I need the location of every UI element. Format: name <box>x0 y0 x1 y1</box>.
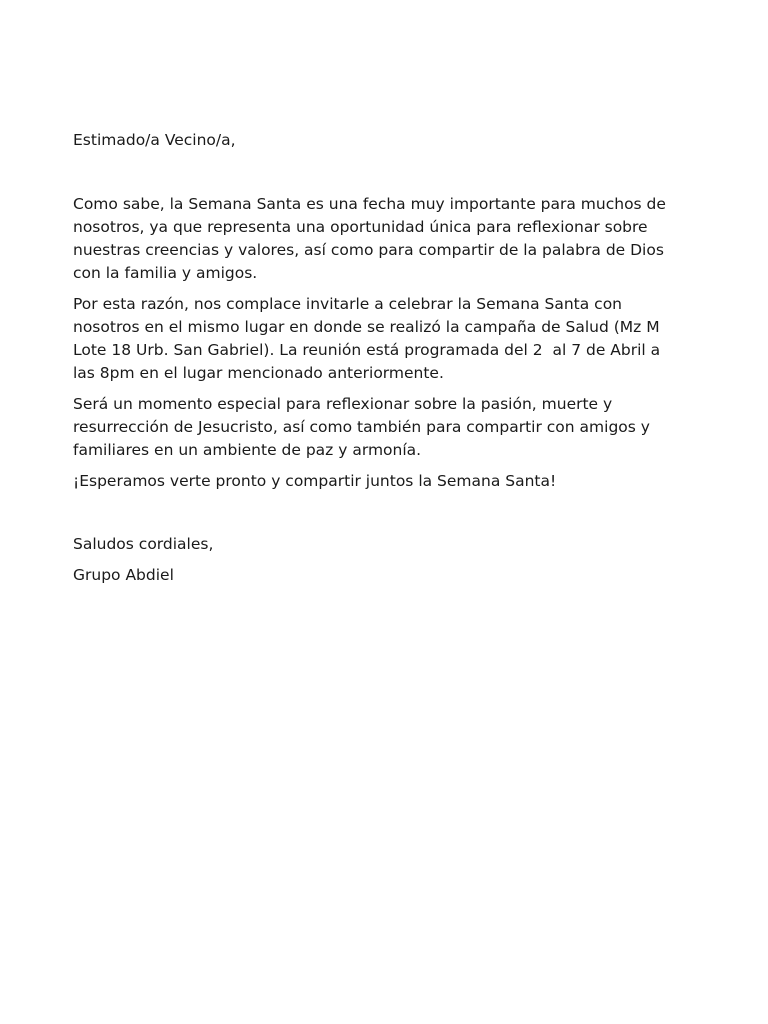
paragraph-line: Será un momento especial para reflexionar sobre la pasión, muerte y <box>73 395 613 413</box>
letter-greeting: Estimado/a Vecino/a, <box>73 131 236 149</box>
paragraph-line: las 8pm en el lugar mencionado anteriormente. <box>73 364 444 382</box>
paragraph-line: Como sabe, la Semana Santa es una fecha muy importante para muchos de <box>73 195 666 213</box>
paragraph-line: resurrección de Jesucristo, así como también para compartir con amigos y <box>73 418 650 436</box>
paragraph-line: nosotros, ya que representa una oportunidad única para reflexionar sobre <box>73 218 648 236</box>
paragraph-line: familiares en un ambiente de paz y armonía. <box>73 441 422 459</box>
paragraph-line: nuestras creencias y valores, así como para compartir de la palabra de Dios <box>73 241 664 259</box>
paragraph-line: nosotros en el mismo lugar en donde se realizó la campaña de Salud (Mz M <box>73 318 660 336</box>
letter-paragraph-3 <box>73 393 713 462</box>
paragraph-line: Por esta razón, nos complace invitarle a celebrar la Semana Santa con <box>73 295 623 313</box>
paragraph-line: con la familia y amigos. <box>73 264 258 282</box>
paragraph-line: Lote 18 Urb. San Gabriel). La reunión está programada del 2 al 7 de Abril a <box>73 341 661 359</box>
letter-closing: Saludos cordiales, <box>73 535 214 553</box>
paragraph-line: ¡Esperamos verte pronto y compartir juntos la Semana Santa! <box>73 472 557 490</box>
letter-body <box>73 129 713 587</box>
letter-paragraph-4 <box>73 470 713 493</box>
letter-paragraph-2 <box>73 293 713 385</box>
letter-signature: Grupo Abdiel <box>73 566 174 584</box>
letter-paragraph-1 <box>73 193 713 285</box>
